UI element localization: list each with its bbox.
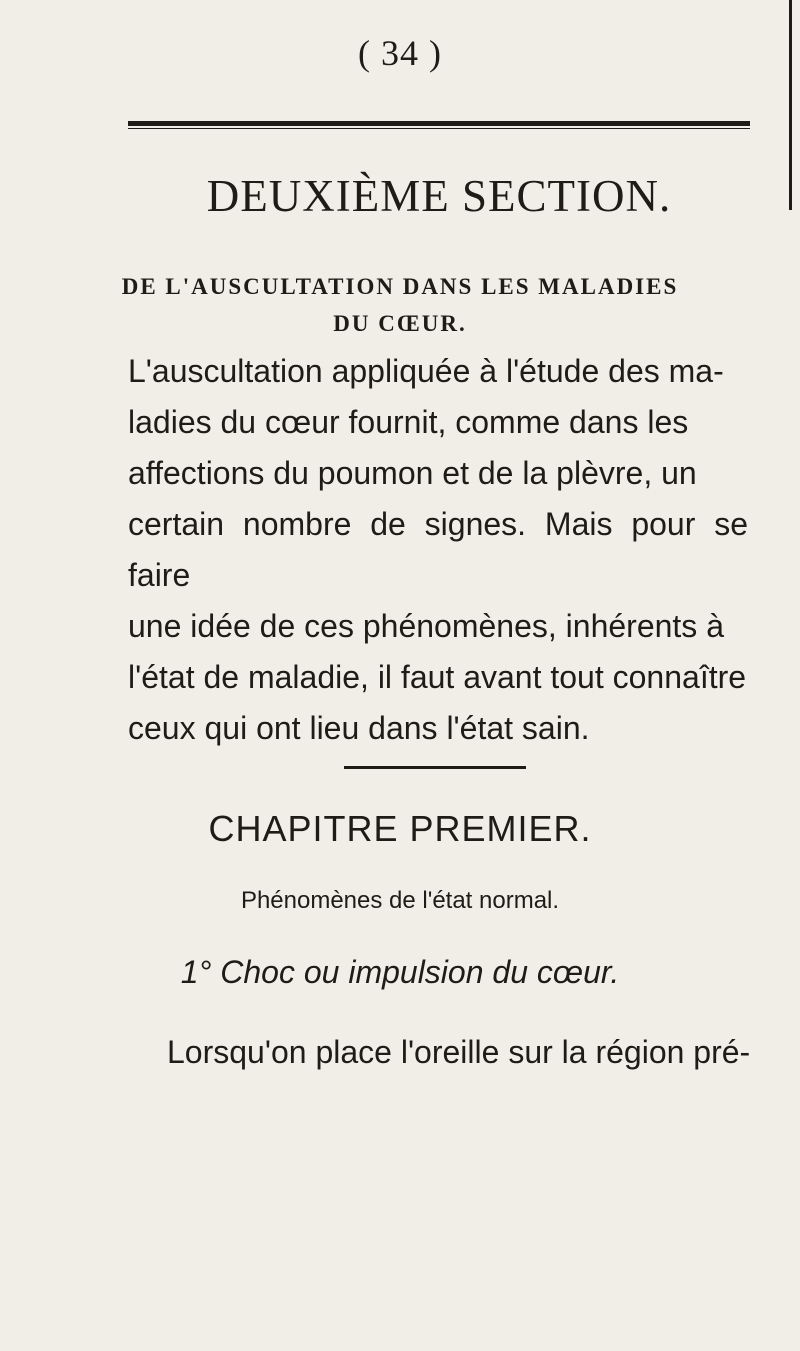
section-subtitle: DE L'AUSCULTATION DANS LES MALADIES DU CŒUR. (121, 274, 679, 336)
top-rule (128, 121, 750, 126)
section-title: DEUXIÈME SECTION. (206, 171, 672, 221)
chapter-title: CHAPITRE PREMIER. (208, 808, 592, 849)
chapter-subtitle: Phénomènes de l'état normal. (240, 887, 560, 914)
subsection-title: 1° Choc ou impulsion du cœur. (180, 954, 620, 990)
page-number: ( 34 ) (358, 33, 442, 73)
top-rule-thin (128, 128, 750, 129)
body-text-line: Lorsqu'on place l'oreille sur la région pré- (167, 1034, 751, 1070)
intro-paragraph: L'auscultation appliquée à l'étude des ma- ladies du cœur fournit, comme dans les affections du poumon et de la plèvre, un certain nombre de signes. Mais pour se faire une idée de ces phénomènes, inhérents à l'état de maladie, il faut avant tout connaître ceux qui ont lieu dans l'état sain. (128, 353, 748, 746)
chapter-rule (344, 766, 526, 769)
